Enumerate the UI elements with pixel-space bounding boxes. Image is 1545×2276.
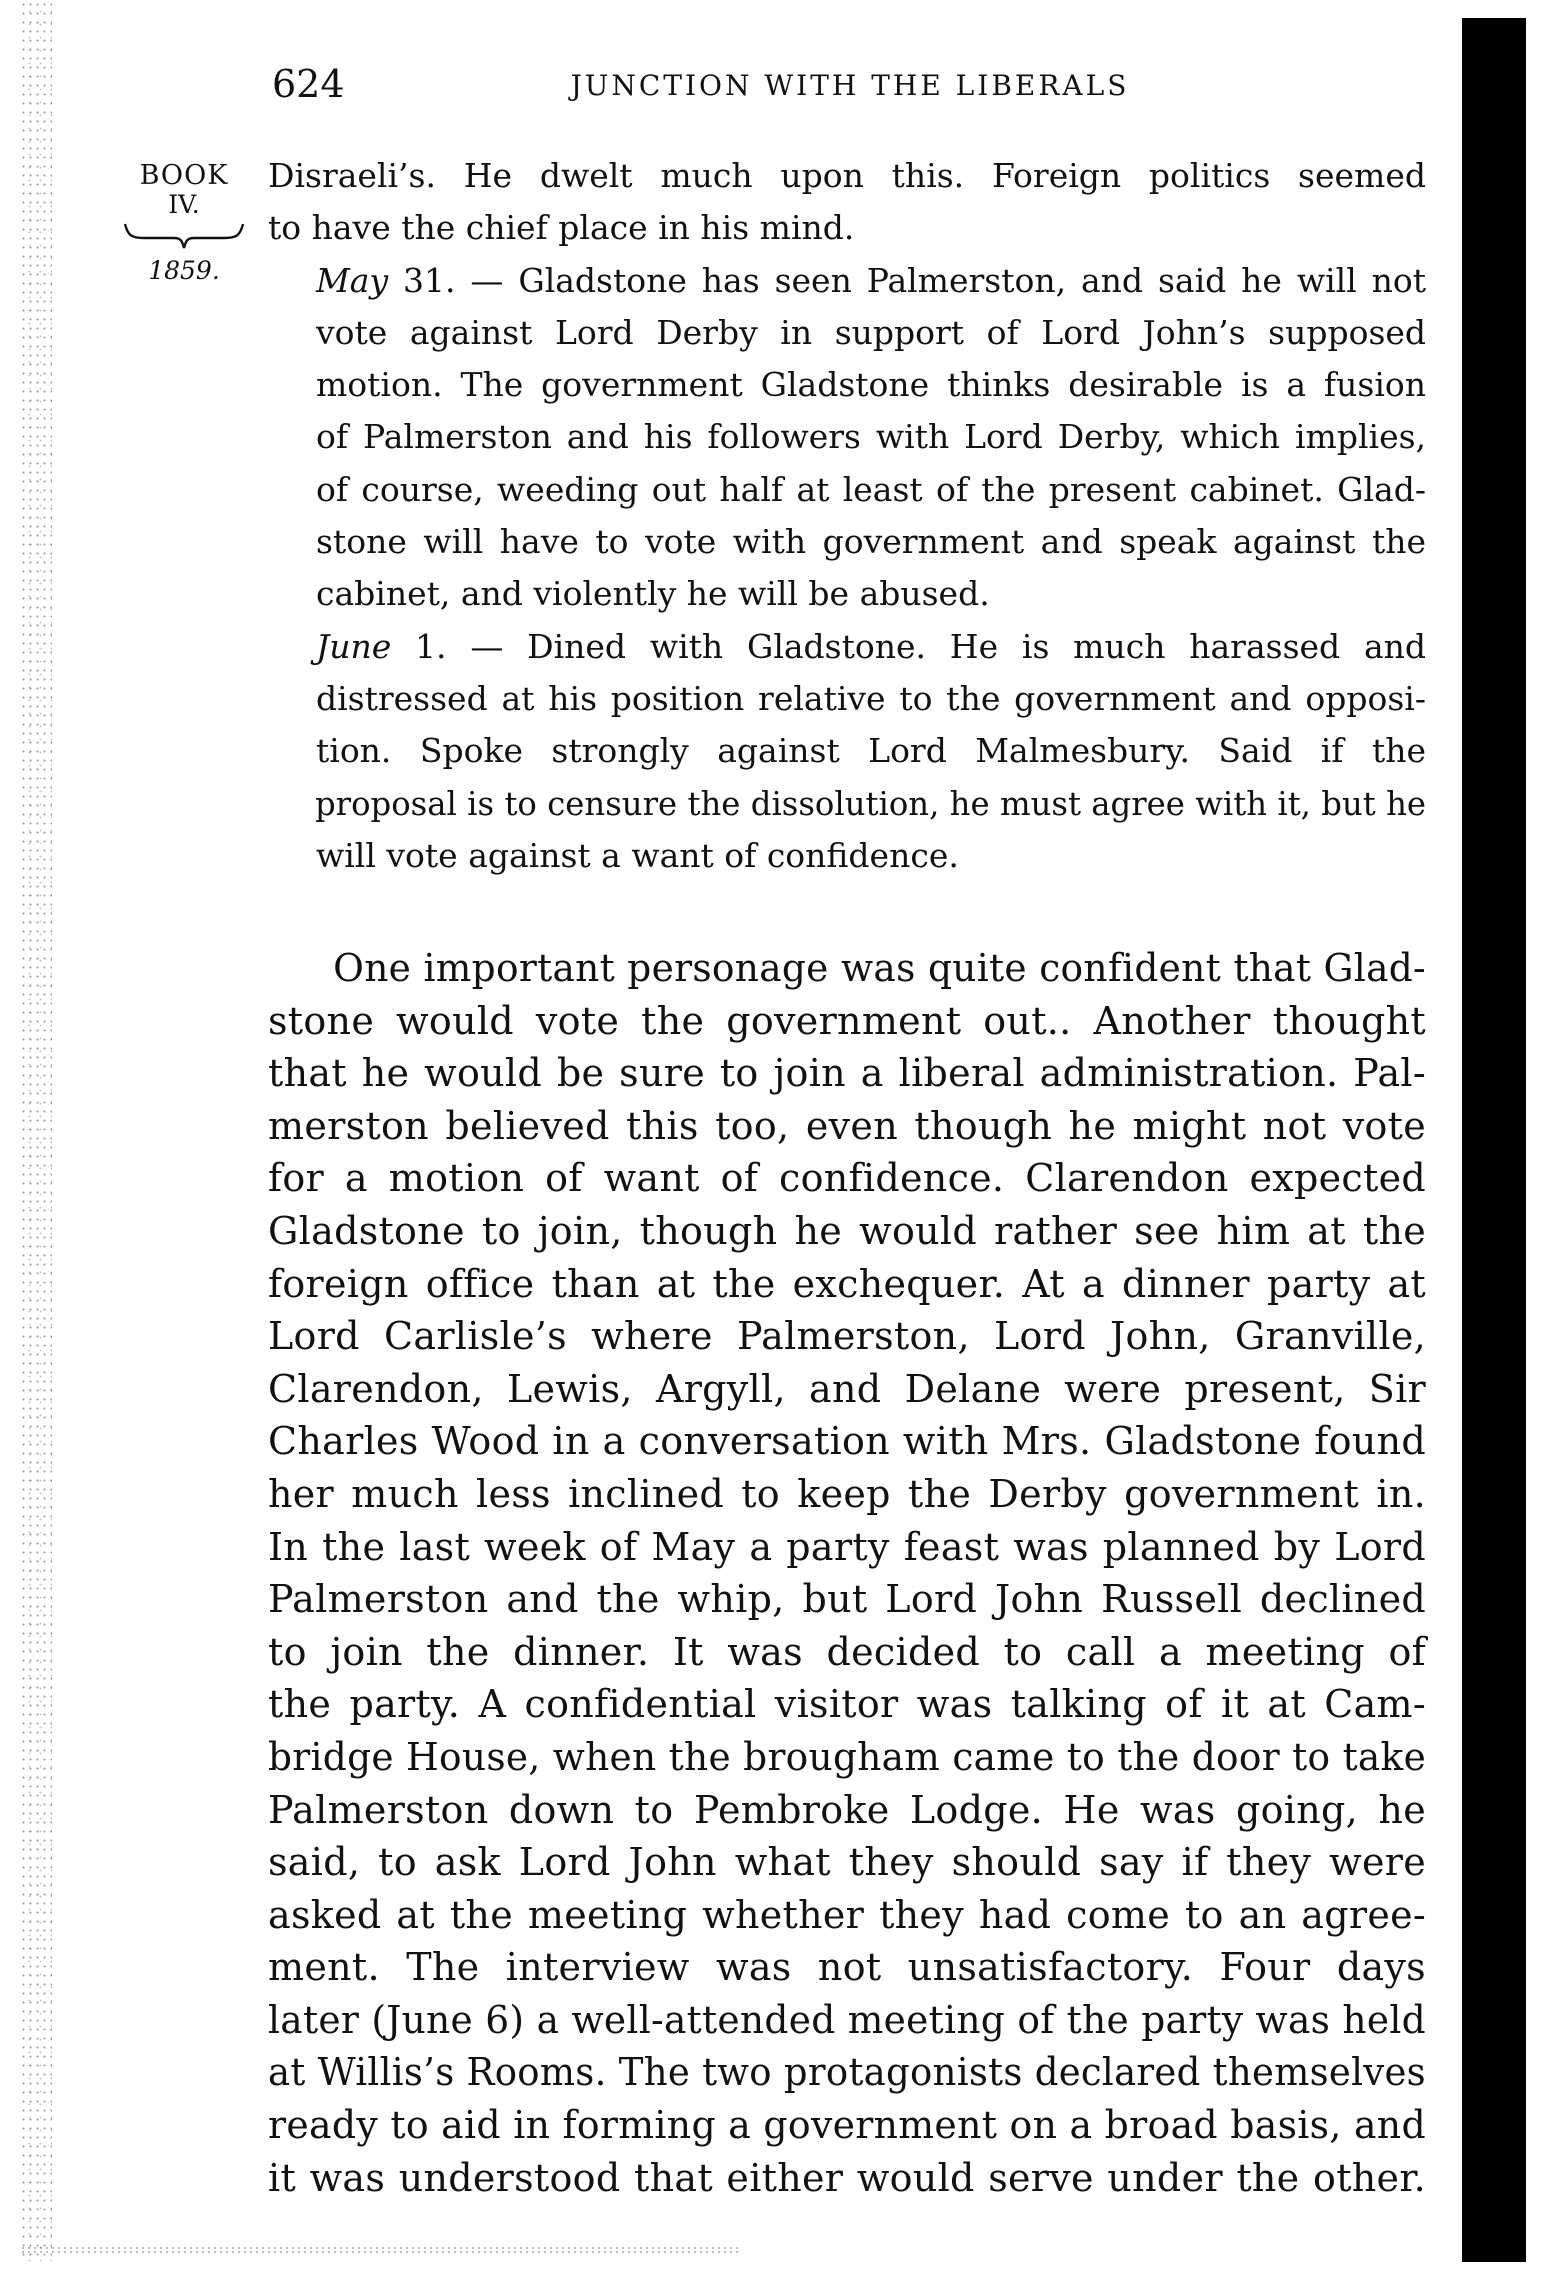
text-line: tion. Spoke strongly against Lord Malmesbury. Said if the [316, 731, 1426, 771]
text-line-content: Dined with Gladstone. He is much harassed and [527, 626, 1427, 666]
text-line: In the last week of May a party feast was planned by Lord [268, 1524, 1427, 1569]
text-line: asked at the meeting whether they had come to an agree- [268, 1892, 1427, 1937]
text-line: at Willis’s Rooms. The two protagonists declared themselves [268, 2050, 1426, 2095]
text-line: Lord Carlisle’s where Palmerston, Lord John, Granville, [268, 1314, 1427, 1359]
text-line: merston believed this too, even though he might not vote [268, 1103, 1427, 1148]
running-head [268, 62, 1428, 106]
sidenote-book-label: BOOK [139, 160, 229, 191]
text-line: distressed at his position relative to the government and opposi- [316, 678, 1426, 718]
text-line: stone would vote the government out.. Another thought [268, 998, 1426, 1043]
text-line: will vote against a want of confidence. [316, 835, 959, 875]
journal-entry-may-31 [268, 255, 1426, 621]
journal-continuation [268, 150, 1426, 255]
text-line: it was understood that either would serve under the other. [268, 2155, 1426, 2200]
curly-brace-icon [122, 222, 246, 250]
paragraph [268, 942, 1426, 2204]
text-line: Gladstone to join, though he would rather see him at the [268, 1208, 1427, 1253]
text-line: her much less inclined to keep the Derby government in. [268, 1471, 1426, 1516]
text-line: stone will have to vote with government and speak against the [316, 522, 1426, 562]
text-line: for a motion of want of confidence. Clarendon expected [268, 1156, 1426, 1201]
text-line: vote against Lord Derby in support of Lord John’s supposed [316, 312, 1427, 352]
journal-entry-june-1 [268, 621, 1426, 882]
text-line: Palmerston and the whip, but Lord John Russell declined [268, 1577, 1426, 1622]
text-line [268, 255, 1426, 307]
text-line: to have the chief place in his mind. [268, 208, 855, 248]
entry-date: May [316, 260, 389, 300]
text-line [268, 621, 1426, 673]
text-line: One important personage was quite confident that Glad- [333, 946, 1427, 990]
text-line: Palmerston down to Pembroke Lodge. He was going, he [268, 1787, 1426, 1832]
scan-noise-bottom-edge [20, 2246, 740, 2254]
text-line: Charles Wood in a conversation with Mrs. Gladstone found [268, 1419, 1426, 1464]
margin-sidenote [118, 160, 250, 288]
text-line: the party. A confidential visitor was talking of it at Cam- [268, 1682, 1426, 1727]
sidenote-volume: IV. [168, 190, 200, 219]
text-line: motion. The government Gladstone thinks desirable is a fusion [316, 365, 1426, 405]
text-line: Clarendon, Lewis, Argyll, and Delane were present, Sir [268, 1366, 1427, 1411]
text-line: of course, weeding out half at least of the present cabinet. Glad- [316, 469, 1426, 509]
sidenote-year: 1859. [148, 256, 220, 285]
text-line: said, to ask Lord John what they should say if they were [268, 1840, 1426, 1885]
text-line: that he would be sure to join a liberal administration. Pal- [268, 1051, 1426, 1096]
scan-black-edge-bar [1462, 18, 1526, 2262]
text-line: ment. The interview was not unsatisfactory. Four days [268, 1945, 1426, 1990]
text-line: Disraeli’s. He dwelt much upon this. Foreign politics seemed [268, 156, 1426, 195]
entry-date-rest: 1. — [391, 626, 528, 666]
text-line: foreign office than at the exchequer. At a dinner party at [268, 1261, 1426, 1306]
text-line: ready to aid in forming a government on a broad basis, and [268, 2103, 1426, 2148]
text-line: proposal is to censure the dissolution, he must agree with it, but he [314, 783, 1427, 823]
text-line: bridge House, when the brougham came to the door to take [268, 1734, 1427, 1779]
entry-date-rest: 31. — [388, 260, 519, 300]
running-title: JUNCTION WITH THE LIBERALS [570, 69, 1130, 102]
text-line: later (June 6) a well-attended meeting of the party was held [268, 1997, 1427, 2042]
text-line: cabinet, and violently he will be abused. [316, 574, 990, 614]
text-line-content: Gladstone has seen Palmerston, and said he will not [518, 260, 1427, 300]
scan-noise-left-edge [20, 0, 52, 2262]
text-line: of Palmerston and his followers with Lord Derby, which implies, [316, 417, 1427, 457]
entry-date: June [316, 626, 392, 666]
page-number: 624 [272, 62, 345, 106]
journal-extract [268, 150, 1426, 882]
text-line: to join the dinner. It was decided to call a meeting of [268, 1629, 1426, 1674]
main-paragraph [268, 942, 1426, 2204]
